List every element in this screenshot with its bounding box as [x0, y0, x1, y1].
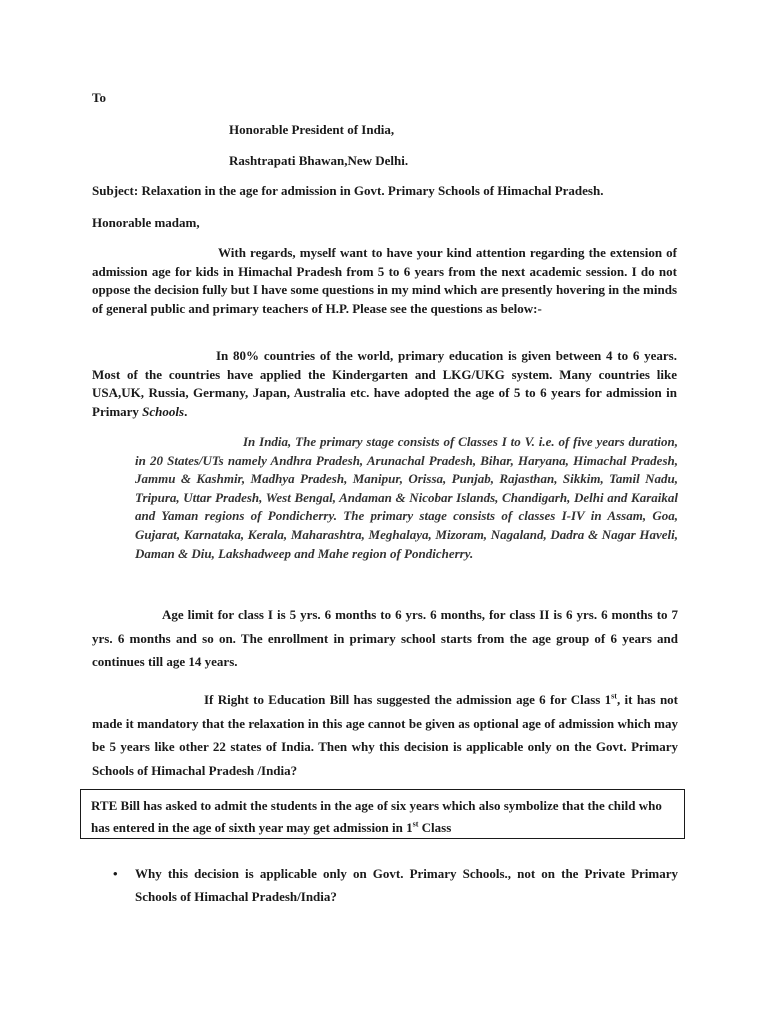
- quote-body: The primary stage consists of Classes I to V. i.e. of five years duration, in 20 States/UTs namely Andhra Pradesh, Arunachal Pradesh, Bihar, Haryana, Himachal Pradesh, Jammu & Kashmir, Madhya Pradesh, Manipur, Orissa, Punjab, Rajasthan, Sikkim, Tamil Nadu, Tripura, Uttar Pradesh, West Bengal, Andaman & Nicobar Islands, Chandigarh, Delhi and Karaikal and Yaman regions of Pondicherry. The primary stage consists of classes I-IV in Assam, Goa, Gujarat, Karnataka, Kerala, Maharashtra, Meghalaya, Mizoram, Nagaland, Dadra & Nagar Haveli, Daman & Diu, Lakshadweep and Mahe region of Pondicherry.: [135, 434, 678, 561]
- bullet-icon: •: [113, 866, 118, 881]
- address-line-1: Honorable President of India,: [229, 122, 395, 137]
- world-ages-text: In 80% countries of the world, primary education is given between 4 to 6 years. Most of the countries have applied the Kindergarten and LKG/UKG system. Many countries like USA,UK, Russia, Germany, Japan, Australia etc. have adopted the age of 5 to 6 years for admission in Primary: [92, 348, 677, 419]
- rte-superscript: st: [611, 691, 617, 701]
- schools-italic: Schools: [142, 403, 185, 419]
- rte-text-b: , it has not made it mandatory that the relaxation in this age cannot be given as optional age of admission which may be 5 years like other 22 states of India. Then why this decision is applicable only on the Govt. Primary Schools of Himachal Pradesh /India?: [92, 692, 678, 778]
- rte-text-a: If Right to Education Bill has suggested the admission age 6 for Class 1: [204, 692, 612, 707]
- world-ages-paragraph: [92, 347, 677, 421]
- box-text-b: Class: [418, 820, 452, 835]
- subject-line: Subject: Relaxation in the age for admission in Govt. Primary Schools of Himachal Pradesh.: [92, 183, 604, 198]
- recipient-to: To: [92, 90, 106, 105]
- address-line-2: Rashtrapati Bhawan,New Delhi.: [229, 153, 409, 168]
- world-ages-end: .: [184, 403, 188, 419]
- intro-paragraph-text: With regards, myself want to have your kind attention regarding the extension of admission age for kids in Himachal Pradesh from 5 to 6 years from the next academic session. I do not oppose the decision fully but I have some questions in my mind which are presently hovering in the minds of general public and primary teachers of H.P. Please see the questions as below:-: [92, 245, 677, 316]
- bullet-question: Why this decision is applicable only on Govt. Primary Schools., not on the Private Primary Schools of Himachal Pradesh/India?: [135, 866, 678, 904]
- age-limit-paragraph: [92, 603, 678, 674]
- quote-lead: In India,: [243, 434, 292, 449]
- box-text-a: RTE Bill has asked to admit the students in the age of six years which also symbolize that the child who has entered in the age of sixth year may get admission in 1: [91, 798, 662, 835]
- box-superscript: st: [412, 819, 419, 829]
- india-quote-paragraph: [135, 433, 678, 563]
- age-limit-text: Age limit for class I is 5 yrs. 6 months to 6 yrs. 6 months, for class II is 6 yrs. 6 months to 7 yrs. 6 months and so on. The enrollment in primary school starts from the age group of 6 years and continues till age 14 years.: [92, 607, 678, 669]
- rte-paragraph: [92, 688, 678, 782]
- rte-bordered-box: [80, 789, 685, 839]
- intro-paragraph: [92, 244, 677, 318]
- salutation: Honorable madam,: [92, 215, 200, 230]
